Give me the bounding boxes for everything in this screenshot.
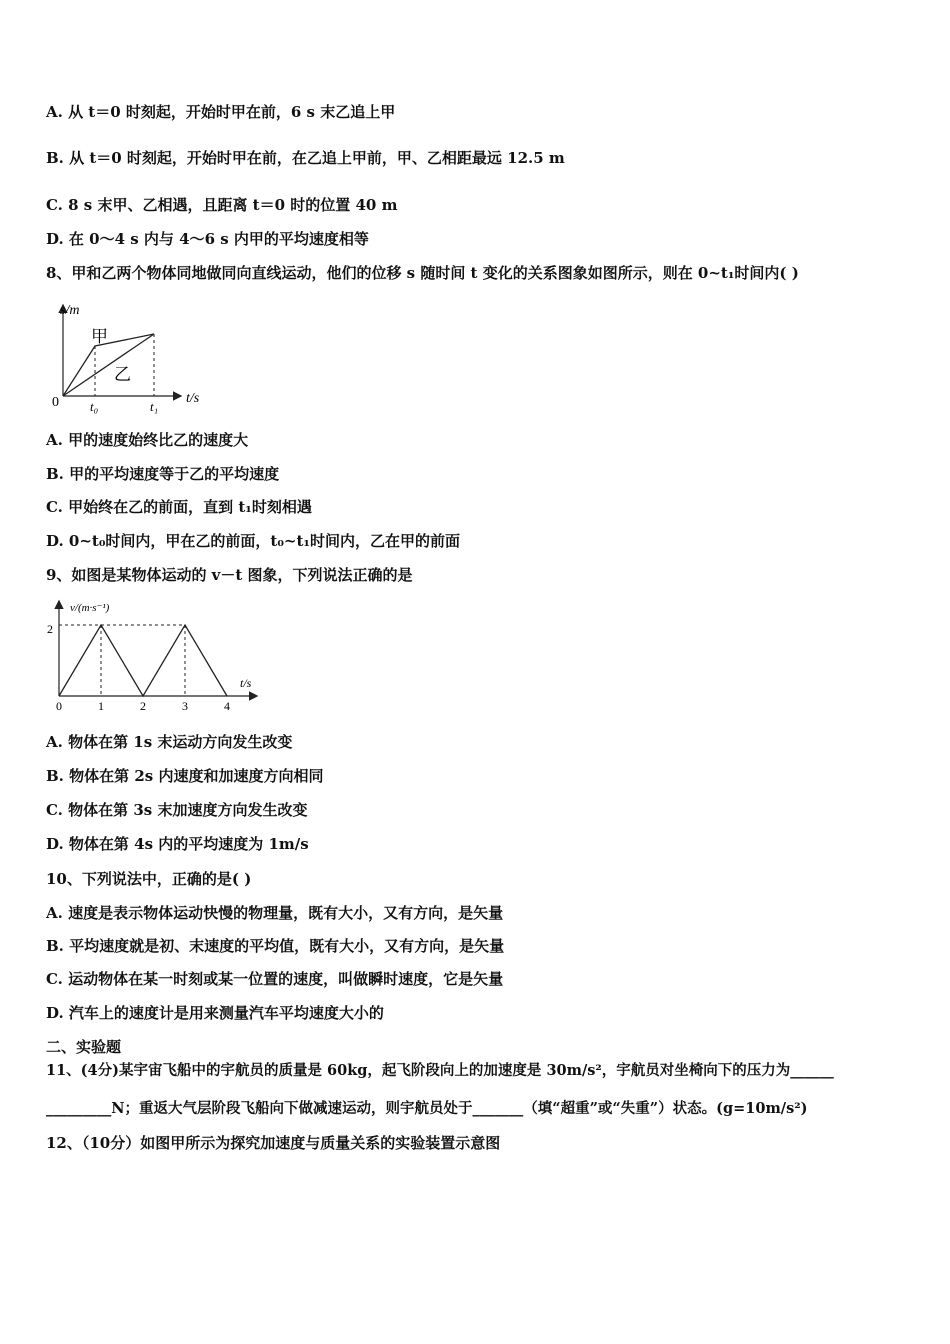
q11-line-2: _________N；重返大气层阶段飞船向下做减速运动，则宇航员处于_______（填“超重”或“失重”）状态。(g=10m/s²) xyxy=(46,1100,808,1117)
q8-jia-label: 甲 xyxy=(91,327,108,346)
q7-option-a: A. 从 t＝0 时刻起，开始时甲在前，6 s 末乙追上甲 xyxy=(46,103,396,121)
q9-x-tick-3: 3 xyxy=(182,699,188,713)
q8-option-d: D. 0~t₀时间内，甲在乙的前面，t₀~t₁时间内，乙在甲的前面 xyxy=(46,532,460,550)
q7-option-c: C. 8 s 末甲、乙相遇，且距离 t＝0 时的位置 40 m xyxy=(46,196,398,214)
q8-stem: 8、甲和乙两个物体同地做同向直线运动，他们的位移 s 随时间 t 变化的关系图象如图所示，则在 0~t₁时间内( ) xyxy=(46,264,799,282)
q8-x-axis-label: t/s xyxy=(186,391,200,406)
q9-x-tick-0: 0 xyxy=(56,699,62,713)
q9-x-axis-label: t/s xyxy=(240,676,252,690)
q8-t1-label: t₁ xyxy=(150,399,159,414)
q10-stem: 10、下列说法中，正确的是( ) xyxy=(46,870,252,888)
q10-option-b: B. 平均速度就是初、末速度的平均值，既有大小，又有方向，是矢量 xyxy=(46,937,505,955)
q7-option-d: D. 在 0～4 s 内与 4～6 s 内甲的平均速度相等 xyxy=(46,230,369,248)
q9-option-d: D. 物体在第 4s 内的平均速度为 1m/s xyxy=(46,835,309,853)
q9-v-t-graph xyxy=(44,596,264,716)
q8-option-c: C. 甲始终在乙的前面，直到 t₁时刻相遇 xyxy=(46,498,312,516)
q10-option-d: D. 汽车上的速度计是用来测量汽车平均速度大小的 xyxy=(46,1004,384,1022)
q8-yi-label: 乙 xyxy=(114,365,131,384)
q9-x-tick-4: 4 xyxy=(224,699,230,713)
q8-option-a: A. 甲的速度始终比乙的速度大 xyxy=(46,431,249,449)
q10-option-a: A. 速度是表示物体运动快慢的物理量，既有大小，又有方向，是矢量 xyxy=(46,904,504,922)
q8-t0-label: t₀ xyxy=(90,399,99,414)
q8-y-axis-label: s/m xyxy=(60,303,80,318)
section-2-heading: 二、实验题 xyxy=(46,1038,122,1056)
q9-series-line xyxy=(59,625,227,696)
q9-option-a: A. 物体在第 1s 末运动方向发生改变 xyxy=(46,733,293,751)
q9-y-axis-label: v/(m·s⁻¹) xyxy=(70,602,110,614)
q8-s-t-graph xyxy=(46,296,226,414)
q12-stem: 12、（10分）如图甲所示为探究加速度与质量关系的实验装置示意图 xyxy=(46,1134,501,1152)
q11-line-1: 11、(4分)某宇宙飞船中的宇航员的质量是 60kg，起飞阶段向上的加速度是 30m/s²，宇航员对坐椅向下的压力为______ xyxy=(46,1062,834,1079)
q8-option-b: B. 甲的平均速度等于乙的平均速度 xyxy=(46,465,280,483)
q9-option-c: C. 物体在第 3s 末加速度方向发生改变 xyxy=(46,801,308,819)
q7-option-b: B. 从 t＝0 时刻起，开始时甲在前，在乙追上甲前，甲、乙相距最远 12.5 m xyxy=(46,149,565,167)
q10-option-c: C. 运动物体在某一时刻或某一位置的速度，叫做瞬时速度，它是矢量 xyxy=(46,970,504,988)
q9-x-tick-2: 2 xyxy=(140,699,146,713)
q9-x-tick-1: 1 xyxy=(98,699,104,713)
q9-y-tick-2: 2 xyxy=(47,622,53,636)
q9-stem: 9、如图是某物体运动的 v－t 图象，下列说法正确的是 xyxy=(46,566,413,584)
q8-origin-label: 0 xyxy=(52,395,59,410)
q9-option-b: B. 物体在第 2s 内速度和加速度方向相同 xyxy=(46,767,324,785)
